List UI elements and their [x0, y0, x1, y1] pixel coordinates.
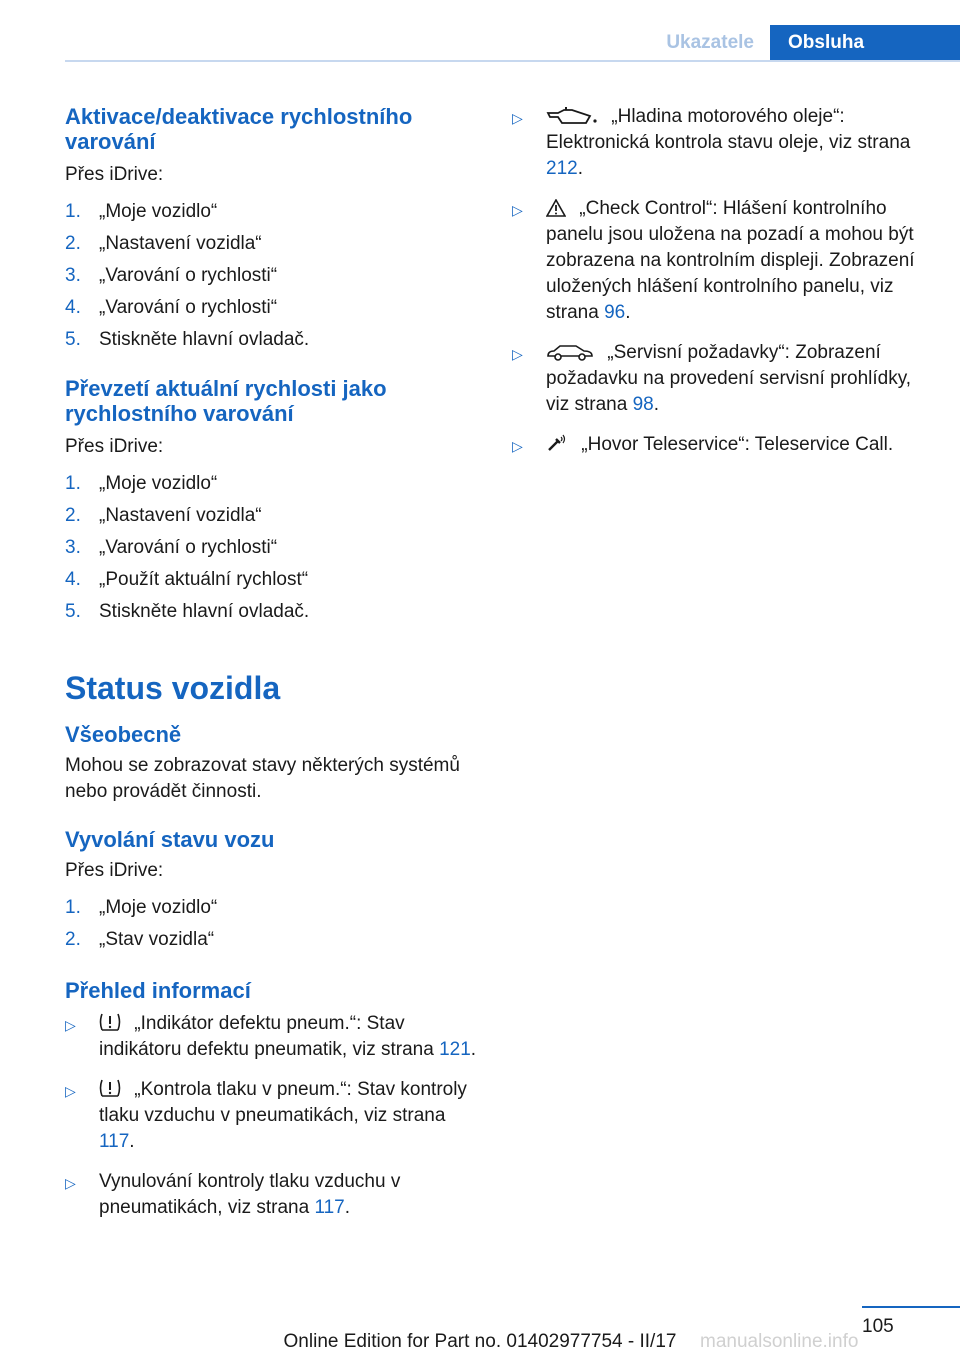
watermark: manualsonline.info [700, 1331, 859, 1352]
list-item: 2. „Stav vozidla“ [65, 929, 215, 950]
tab-ukazatele[interactable]: Ukazatele [666, 32, 754, 53]
bullet-triangle-icon: ▷ [512, 202, 523, 218]
list-item: 5. Stiskněte hlavní ovladač. [65, 601, 310, 622]
list-item: 1. „Moje vozidlo“ [65, 473, 218, 494]
section-title-vehicle-status-call: Vyvolání stavu vozu [65, 827, 275, 852]
list-item: 4. „Použít aktuální rychlost“ [65, 569, 309, 590]
bullet-triangle-icon: ▷ [512, 346, 523, 362]
list-item: ▷ „Hovor Teleservice“: Teleservice Call. [512, 432, 932, 459]
page-link[interactable]: 117 [314, 1197, 345, 1218]
section-title-speed-warning-toggle: Aktivace/deaktivace rychlostního varování [65, 104, 413, 154]
left-column [65, 100, 485, 1235]
list-item: ▷ „Kontrola tlaku v pneum.“: Stav kontroly tlaku vzduchu v pneumatikách, viz strana 117. [65, 1077, 485, 1155]
bullet-triangle-icon: ▷ [65, 1175, 76, 1191]
info-bullets-right [512, 104, 932, 459]
right-column [512, 104, 932, 473]
list-item: 4. „Varování o rychlosti“ [65, 297, 278, 318]
section-title-general: Všeobecně [65, 722, 182, 747]
bullet-triangle-icon: ▷ [512, 438, 523, 454]
header-divider [65, 60, 960, 62]
bullet-triangle-icon: ▷ [65, 1083, 76, 1099]
tire-warning-icon [99, 1012, 121, 1032]
page-link[interactable]: 96 [604, 302, 626, 323]
list-item: ▷ „Check Control“: Hlášení kontrolního panelu jsou uložena na pozadí a mohou být zobrazena na kontrolním displeji. Zobrazení uložených hlášení kontrolního panelu, viz strana 96. [512, 196, 932, 326]
page-link[interactable]: 98 [632, 394, 654, 415]
list-item: ▷ Vynulování kontroly tlaku vzduchu v pneumatikách, viz strana 117. [65, 1169, 485, 1221]
car-service-icon [546, 343, 594, 361]
list-item: 3. „Varování o rychlosti“ [65, 265, 278, 286]
bullet-triangle-icon: ▷ [512, 110, 523, 126]
list-item: ▷ „Servisní požadavky“: Zobrazení požadavku na provedení servisní prohlídky, viz strana 98. [512, 340, 932, 418]
footer-edition: Online Edition for Part no. 01402977754 - II/17 [283, 1331, 677, 1352]
list-item: 3. „Varování o rychlosti“ [65, 537, 278, 558]
section-title-take-current-speed: Převzetí aktuální rychlosti jako rychlostního varování [65, 376, 387, 426]
page-link[interactable]: 212 [546, 158, 578, 179]
footer-divider [862, 1306, 960, 1308]
warning-triangle-icon [546, 199, 566, 217]
list-item: ▷ „Indikátor defektu pneum.“: Stav indikátoru defektu pneumatik, viz strana 121. [65, 1011, 485, 1063]
list-item: 2. „Nastavení vozidla“ [65, 233, 262, 254]
header-tabs [650, 25, 960, 61]
list-item: 1. „Moje vozidlo“ [65, 201, 218, 222]
list-item: 2. „Nastavení vozidla“ [65, 505, 262, 526]
steps-list-2 [65, 468, 485, 628]
list-item: 5. Stiskněte hlavní ovladač. [65, 329, 310, 350]
chapter-title-vehicle-status: Status vozidla [65, 670, 281, 706]
general-text: Mohou se zobrazovat stavy některých systémů nebo provádět činnosti. [65, 755, 460, 802]
teleservice-icon [546, 433, 568, 453]
tab-obsluha[interactable]: Obsluha [770, 25, 960, 61]
info-bullets [65, 1011, 485, 1221]
section-title-info-overview: Přehled informací [65, 978, 251, 1003]
intro-idrive: Přes iDrive: [65, 436, 164, 457]
page-link[interactable]: 117 [99, 1131, 130, 1152]
tire-warning-icon [99, 1078, 121, 1098]
list-item: ▷ „Hladina motorového oleje“: Elektronická kontrola stavu oleje, viz strana 212. [512, 104, 932, 182]
bullet-triangle-icon: ▷ [65, 1017, 76, 1033]
steps-list-1 [65, 196, 485, 356]
intro-idrive: Přes iDrive: [65, 164, 164, 185]
intro-idrive: Přes iDrive: [65, 860, 164, 881]
list-item: 1. „Moje vozidlo“ [65, 897, 218, 918]
page-link[interactable]: 121 [439, 1039, 471, 1060]
page-number: 105 [862, 1316, 894, 1337]
steps-list-3 [65, 892, 485, 956]
oil-can-icon [546, 107, 598, 125]
